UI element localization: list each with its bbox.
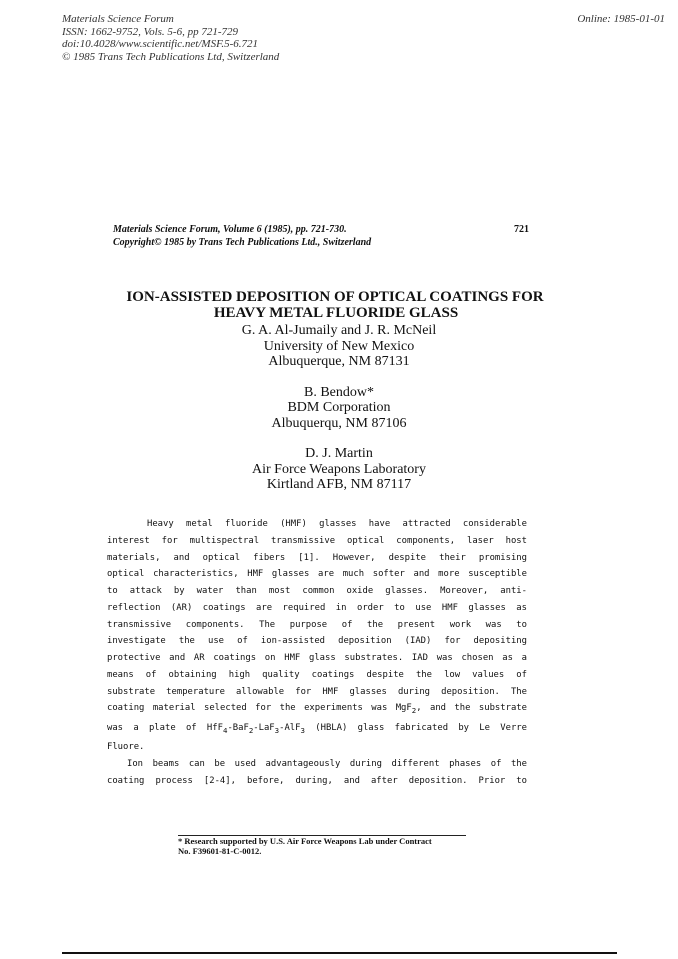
journal-name: Materials Science Forum: [62, 13, 174, 25]
author-names: D. J. Martin: [305, 446, 373, 461]
body-line: reflection (AR) coatings are required in order to use HMF glasses as: [107, 602, 527, 613]
body-line: Heavy metal fluoride (HMF) glasses have attracted considerable: [147, 519, 527, 529]
address: Albuquerque, NM 87131: [268, 354, 410, 369]
affiliation: University of New Mexico: [263, 338, 415, 354]
title-line-1: ION-ASSISTED DEPOSITION OF OPTICAL COATINGS FOR: [126, 289, 544, 305]
text-run: -LaF: [253, 722, 275, 733]
affiliation: Air Force Weapons Laboratory: [252, 461, 426, 477]
subscript: 3: [300, 725, 305, 735]
text-run: -BaF: [227, 722, 249, 733]
body-line: Fluore.: [107, 742, 145, 753]
author-names: B. Bendow*: [304, 384, 374, 400]
text-run: -AlF: [279, 722, 301, 733]
footnote-line-1: * Research supported by U.S. Air Force Weapons Lab under Contract: [178, 836, 432, 846]
doi-line: doi:10.4028/www.scientific.net/MSF.5-6.721: [62, 38, 259, 50]
author-names: G. A. Al-Jumaily and J. R. McNeil: [241, 323, 437, 338]
journal-header: [62, 13, 279, 63]
paper-title: [0, 289, 678, 321]
subscript: 3: [274, 725, 280, 735]
body-line: investigate the use of ion-assisted deposition (IAD) for depositing: [107, 636, 527, 647]
body-line-formula: [107, 720, 527, 740]
subscript: 4: [222, 725, 228, 735]
footnote-line-2: No. F39601-81-C-0012.: [178, 846, 262, 856]
body-line: interest for multispectral transmissive optical components, laser host: [107, 535, 527, 546]
text-run: coating material selected for the experiments was MgF: [107, 703, 412, 714]
citation-line-2: Copyright© 1985 by Trans Tech Publications Ltd., Switzerland: [113, 237, 372, 248]
body-line: Ion beams can be used advantageously during different phases of the: [127, 759, 527, 770]
footnote: [178, 836, 432, 856]
affiliation: BDM Corporation: [287, 400, 391, 415]
body-line-formula: [107, 700, 527, 720]
address: Albuquerqu, NM 87106: [271, 415, 407, 431]
page-number: 721: [514, 224, 529, 235]
body-line: optical characteristics, HMF glasses are much softer and more susceptible: [107, 569, 527, 580]
text-run: (HBLA) glass fabricated by Le Verre: [304, 722, 527, 733]
issn-line: ISSN: 1662-9752, Vols. 5-6, pp 721-729: [62, 25, 238, 38]
citation-line-1: Materials Science Forum, Volume 6 (1985), pp. 721-730.: [113, 224, 347, 235]
author-block: [0, 323, 678, 370]
text-run: was a plate of HfF: [107, 722, 223, 733]
body-line: materials, and optical fibers [1]. However, despite their promising: [107, 552, 527, 563]
body-line: substrate temperature allowable for HMF glasses during deposition. The: [107, 686, 527, 697]
body-line: coating process [2-4], before, during, and after deposition. Prior to: [107, 775, 527, 786]
page-bottom-rule: [62, 952, 617, 954]
copyright-line: © 1985 Trans Tech Publications Ltd, Switzerland: [62, 50, 280, 63]
citation-block: [113, 223, 371, 249]
subscript: 2: [411, 706, 417, 716]
address: Kirtland AFB, NM 87117: [266, 477, 412, 492]
body-line: means of obtaining high quality coatings despite the low values of: [107, 669, 527, 680]
body-line: to attack by water than most common oxide glasses. Moreover, anti-: [107, 586, 527, 596]
body-text: [107, 516, 527, 790]
subscript: 2: [248, 725, 254, 735]
author-affiliations: [0, 323, 678, 508]
text-run: , and the substrate: [416, 703, 527, 714]
author-block: [0, 446, 678, 493]
online-date: Online: 1985-01-01: [577, 13, 665, 25]
body-line: protective and AR coatings on HMF glass substrates. IAD was chosen as a: [107, 653, 527, 663]
title-line-2: HEAVY METAL FLUORIDE GLASS: [213, 305, 459, 321]
body-line: transmissive components. The purpose of the present work was to: [107, 619, 527, 630]
author-block: [0, 385, 678, 432]
